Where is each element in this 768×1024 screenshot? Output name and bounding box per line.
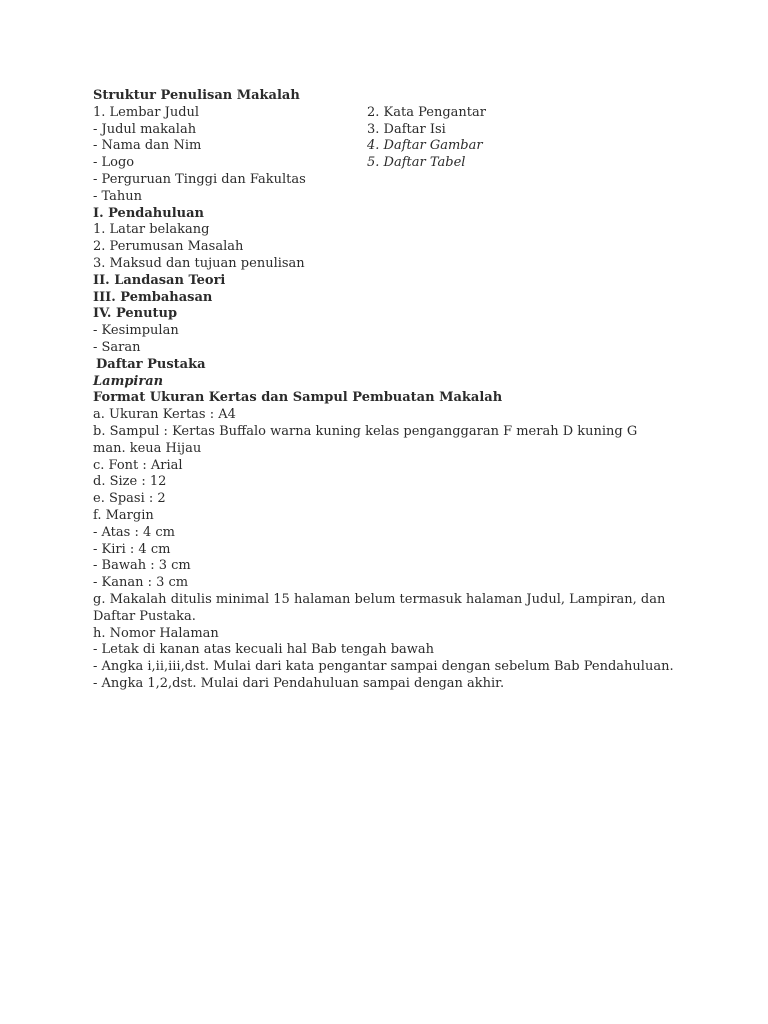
list-item: - Saran <box>93 339 141 355</box>
format-item-a: a. Ukuran Kertas : A4 <box>93 407 236 423</box>
format-item-g: g. Makalah ditulis minimal 15 halaman belum termasuk halaman Judul, Lampiran, dan Daftar Pustaka. <box>93 591 666 624</box>
list-item: - Kesimpulan <box>93 323 179 339</box>
format-item-h: h. Nomor Halaman <box>93 625 219 641</box>
section-heading-pembahasan: III. Pembahasan <box>93 289 213 305</box>
list-item: - Judul makalah <box>93 121 197 137</box>
list-item: 2. Kata Pengantar <box>367 104 486 120</box>
list-item: - Letak di kanan atas kecuali hal Bab tengah bawah <box>93 642 435 658</box>
structure-block <box>93 88 693 206</box>
document-page <box>93 88 693 693</box>
format-item-d: d. Size : 12 <box>93 474 167 490</box>
list-item: 2. Perumusan Masalah <box>93 239 244 255</box>
format-item-c: c. Font : Arial <box>93 457 183 473</box>
list-item: 3. Maksud dan tujuan penulisan <box>93 255 305 271</box>
list-item: - Atas : 4 cm <box>93 524 175 540</box>
list-item: 3. Daftar Isi <box>367 121 446 137</box>
list-item: - Angka i,ii,iii,dst. Mulai dari kata pengantar sampai dengan sebelum Bab Pendahuluan. <box>93 659 674 675</box>
list-item: - Perguruan Tinggi dan Fakultas <box>93 171 306 187</box>
format-title: Format Ukuran Kertas dan Sampul Pembuatan Makalah <box>93 390 503 406</box>
list-item: 5. Daftar Tabel <box>367 155 466 171</box>
list-item: 1. Latar belakang <box>93 222 210 238</box>
list-item: - Logo <box>93 155 135 171</box>
list-item: - Bawah : 3 cm <box>93 558 191 574</box>
list-item: - Tahun <box>93 188 143 204</box>
list-item: - Kanan : 3 cm <box>93 575 189 591</box>
section-heading-landasan: II. Landasan Teori <box>93 272 226 288</box>
list-item: - Angka 1,2,dst. Mulai dari Pendahuluan sampai dengan akhir. <box>93 675 505 691</box>
section-heading-lampiran: Lampiran <box>93 373 164 389</box>
structure-right-column <box>367 105 486 172</box>
format-item-e: e. Spasi : 2 <box>93 491 166 507</box>
list-item: - Kiri : 4 cm <box>93 541 171 557</box>
structure-title: Struktur Penulisan Makalah <box>93 88 300 103</box>
list-item: 4. Daftar Gambar <box>367 138 483 154</box>
section-heading-penutup: IV. Penutup <box>93 306 178 322</box>
section-heading-daftar-pustaka: Daftar Pustaka <box>96 356 206 372</box>
section-heading-pendahuluan: I. Pendahuluan <box>93 205 204 221</box>
format-item-b: b. Sampul : Kertas Buffalo warna kuning kelas penganggaran F merah D kuning G man. keua Hijau <box>93 423 638 456</box>
list-item: - Nama dan Nim <box>93 138 202 154</box>
format-item-f: f. Margin <box>93 507 154 523</box>
list-item: 1. Lembar Judul <box>93 104 200 120</box>
